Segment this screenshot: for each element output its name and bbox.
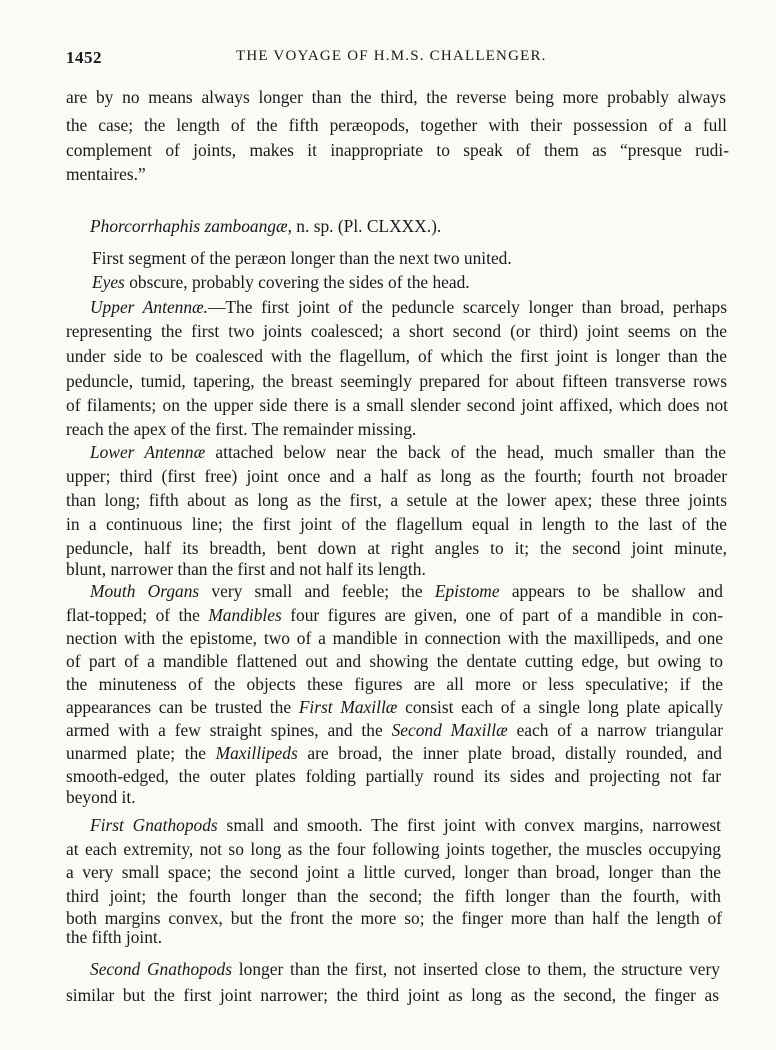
text-run: of filaments; on the upper side there is a small slender second joint affixed, which does not xyxy=(66,395,728,415)
text-run: representing the first two joints coalesced; a short second (or third) joint seems on the xyxy=(66,321,727,341)
text-run: blunt, narrower than the first and not half its length. xyxy=(66,559,426,579)
text-run: consist each of a single long plate apically xyxy=(397,697,723,717)
italic-term: Eyes xyxy=(92,272,125,292)
text-line xyxy=(66,513,727,535)
text-run: appears to be shallow and xyxy=(499,581,724,601)
text-line xyxy=(66,139,729,161)
text-line xyxy=(66,765,721,787)
text-run: small and smooth. The first joint with convex margins, narrowest xyxy=(217,815,721,835)
text-line xyxy=(90,441,726,463)
text-line xyxy=(66,742,722,764)
italic-term: Second Maxillæ xyxy=(391,720,508,740)
text-run: longer than the first, not inserted close to them, the structure very xyxy=(232,959,720,979)
text-line xyxy=(66,345,727,367)
text-line xyxy=(66,114,727,136)
text-line xyxy=(66,696,723,718)
text-line xyxy=(66,370,727,392)
text-run: obscure, probably covering the sides of the head. xyxy=(124,272,470,292)
text-line xyxy=(66,627,723,649)
italic-term: First Gnathopods xyxy=(90,815,218,835)
text-line xyxy=(66,489,727,511)
text-run: both margins convex, but the front the more so; the finger more than half the length of xyxy=(66,908,722,928)
text-line xyxy=(66,558,426,580)
text-run: attached below near the back of the head, much smaller than the xyxy=(205,442,726,462)
italic-term: Maxillipeds xyxy=(215,743,298,763)
text-line xyxy=(66,394,728,416)
text-run: upper; third (first free) joint once and a half as long as the fourth; fourth not broader xyxy=(66,466,727,486)
text-run: of part of a mandible flattened out and showing the dentate cutting edge, but owing to xyxy=(66,651,723,671)
text-run: third joint; the fourth longer than the second; the fifth longer than the fourth, with xyxy=(66,886,721,906)
page-header xyxy=(66,44,716,74)
text-run: each of a narrow triangular xyxy=(507,720,724,740)
text-line xyxy=(66,537,727,559)
text-line xyxy=(66,885,721,907)
text-run: the case; the length of the fifth peræopods, together with their possession of a full xyxy=(66,115,727,135)
text-line xyxy=(66,926,162,948)
text-run: four figures are given, one of part of a mandible in con- xyxy=(281,605,723,625)
text-line xyxy=(66,320,727,342)
text-run: similar but the first joint narrower; the third joint as long as the second, the finger as xyxy=(66,985,719,1005)
text-run: First segment of the peræon longer than the next two united. xyxy=(92,248,512,268)
text-run: beyond it. xyxy=(66,787,136,807)
italic-term: Second Gnathopods xyxy=(90,959,233,979)
italic-term: Epistome xyxy=(434,581,500,601)
text-run: very small and feeble; the xyxy=(199,581,435,601)
text-line xyxy=(66,418,416,440)
text-line xyxy=(66,838,721,860)
text-line xyxy=(66,604,723,626)
text-line xyxy=(90,958,720,980)
italic-term: Upper Antennæ. xyxy=(90,297,209,317)
text-line xyxy=(66,86,726,108)
text-run: complement of joints, makes it inappropriate to speak of them as “presque rudi- xyxy=(66,140,729,160)
italic-term: Mouth Organs xyxy=(90,581,200,601)
text-line xyxy=(66,861,721,883)
text-line xyxy=(92,247,512,269)
text-run: appearances can be trusted the xyxy=(66,697,299,717)
text-line xyxy=(66,163,146,185)
italic-term: Phorcorrhaphis zamboangæ xyxy=(90,216,288,236)
text-line xyxy=(90,814,721,836)
text-run: the minuteness of the objects these figures are all more or less speculative; if the xyxy=(66,674,723,694)
text-line xyxy=(66,650,723,672)
text-run: unarmed plate; the xyxy=(66,743,216,763)
text-run: smooth-edged, the outer plates folding partially round its sides and projecting not far xyxy=(66,766,721,786)
text-run: the fifth joint. xyxy=(66,927,163,947)
text-line xyxy=(66,907,722,929)
text-run: than long; fifth about as long as the first, a setule at the lower apex; these three joints xyxy=(66,490,727,510)
text-run: in a continuous line; the first joint of the flagellum equal in length to the last of the xyxy=(66,514,727,534)
text-run: at each extremity, not so long as the four following joints together, the muscles occupying xyxy=(66,839,721,859)
text-run: are by no means always longer than the third, the reverse being more probably always xyxy=(66,87,726,107)
text-run: nection with the epistome, two of a mandible in connection with the maxillipeds, and one xyxy=(66,628,723,648)
text-run: flat-topped; of the xyxy=(66,605,209,625)
italic-term: Mandibles xyxy=(208,605,282,625)
text-run: peduncle, half its breadth, bent down at right angles to it; the second joint minute, xyxy=(66,538,727,558)
text-run: a very small space; the second joint a little curved, longer than broad, longer than the xyxy=(66,862,721,882)
italic-term: First Maxillæ xyxy=(298,697,398,717)
text-line xyxy=(90,215,441,237)
text-run: reach the apex of the first. The remainder missing. xyxy=(66,419,417,439)
page-number: 1452 xyxy=(66,48,102,67)
running-title: THE VOYAGE OF H.M.S. CHALLENGER. xyxy=(236,48,547,64)
text-line xyxy=(92,271,470,293)
text-run: under side to be coalesced with the flagellum, of which the first joint is longer than the xyxy=(66,346,727,366)
text-run: , n. sp. (Pl. CLXXX.). xyxy=(287,216,442,236)
text-line xyxy=(90,296,727,318)
text-line xyxy=(66,786,136,808)
text-run: peduncle, tumid, tapering, the breast seemingly prepared for about fifteen transverse rows xyxy=(66,371,727,391)
text-run: are broad, the inner plate broad, distally rounded, and xyxy=(297,743,722,763)
italic-term: Lower Antennæ xyxy=(90,442,206,462)
text-line xyxy=(66,465,727,487)
text-line xyxy=(90,580,723,602)
text-line xyxy=(66,673,723,695)
text-run: —The first joint of the peduncle scarcely longer than broad, perhaps xyxy=(208,297,727,317)
text-run: mentaires.” xyxy=(66,164,146,184)
text-line xyxy=(66,984,719,1006)
text-run: armed with a few straight spines, and the xyxy=(66,720,392,740)
text-line xyxy=(66,719,723,741)
